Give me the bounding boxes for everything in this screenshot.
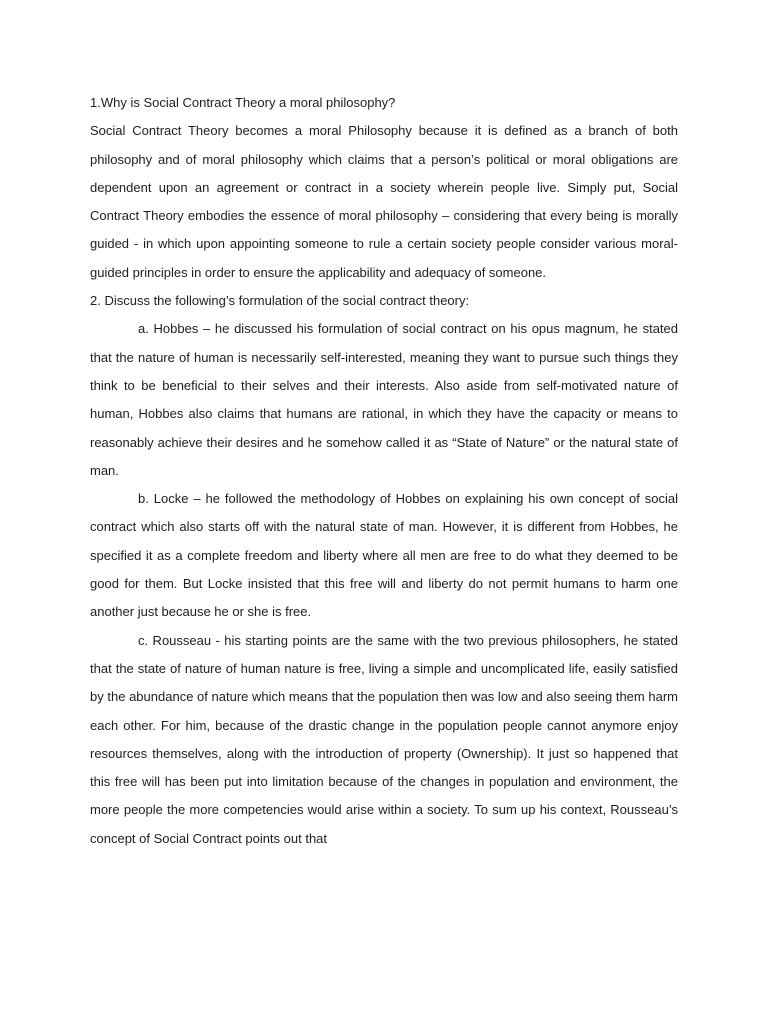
item-b-locke: b. Locke – he followed the methodology of Hobbes on explaining his own concept of social contract which also starts off with the natural state of man. However, it is different from Hobbes, he specified it as a complete freedom and liberty where all men are free to do what they deemed to be good for them. But Locke insisted that this free will and liberty do not permit humans to harm one another just because he or she is free. [90, 491, 678, 620]
item-c-rousseau: c. Rousseau - his starting points are the same with the two previous philosophers, he stated that the state of nature of human nature is free, living a simple and uncomplicated life, easily satisfied by the abundance of nature which means that the population then was low and also seeing them harm each other. For him, because of the drastic change in the population people cannot anymore enjoy resources themselves, along with the introduction of property (Ownership). It just so happened that this free will has been put into limitation because of the changes in population and environment, the more people the more competencies would arise within a society. To sum up his context, Rousseau’s concept of Social Contract points out that [90, 632, 678, 846]
question-2-heading: 2. Discuss the following’s formulation of the social contract theory: [90, 293, 470, 309]
question-1-heading: 1.Why is Social Contract Theory a moral philosophy? [90, 95, 396, 110]
document-body [90, 89, 678, 853]
question-1-answer: Social Contract Theory becomes a moral Philosophy because it is defined as a branch of both philosophy and of moral philosophy which claims that a person’s political or moral obligations are dependent upon an agreement or contract in a society wherein people live. Simply put, Social Contract Theory embodies the essence of moral philosophy – considering that every being is morally guided - in which upon appointing someone to rule a certain society people consider various moral-guided principles in order to ensure the applicability and adequacy of someone. [90, 123, 678, 280]
item-a-hobbes: a. Hobbes – he discussed his formulation of social contract on his opus magnum, he stated that the nature of human is necessarily self-interested, meaning they want to pursue such things they think to be beneficial to their selves and their interests. Also aside from self-motivated nature of human, Hobbes also claims that humans are rational, in which they have the capacity or means to reasonably achieve their desires and he somehow called it as “State of Nature” or the natural state of man. [90, 321, 678, 478]
